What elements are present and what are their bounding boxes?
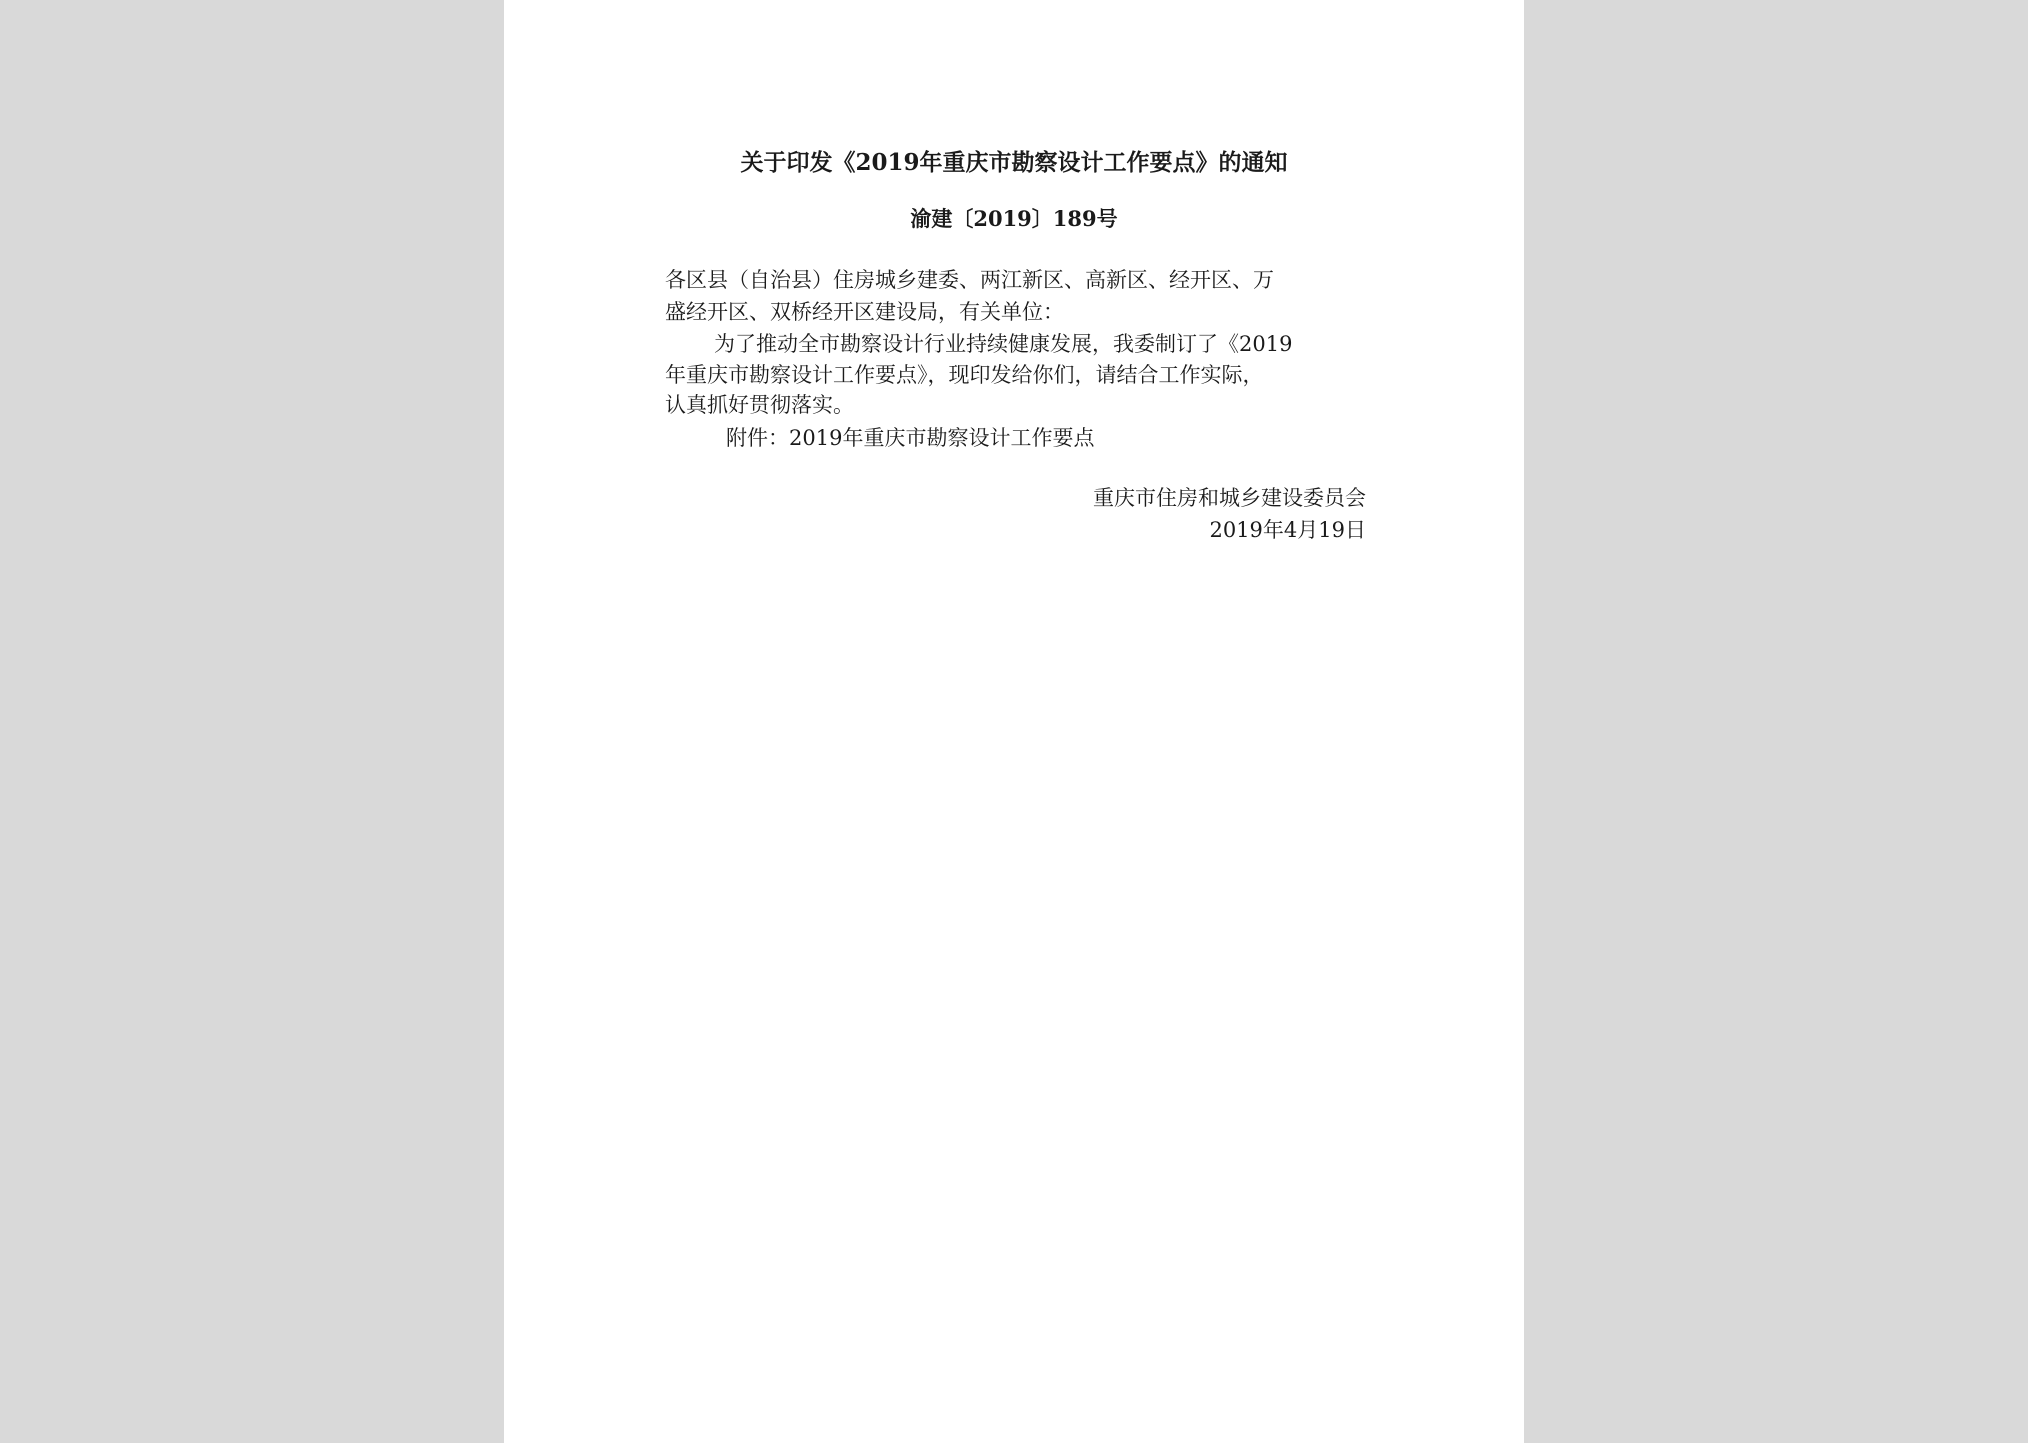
body-line-paragraph-2: 年重庆市勘察设计工作要点》，现印发给你们，请结合工作实际， — [665, 363, 1264, 387]
signature-date: 2019年4月19日 — [1209, 518, 1366, 542]
attachment-line: 附件：2019年重庆市勘察设计工作要点 — [726, 426, 1095, 450]
body-line-paragraph-3: 认真抓好贯彻落实。 — [665, 393, 854, 417]
document-number: 渝建〔2019〕189号 — [910, 206, 1118, 231]
document-page — [504, 0, 1524, 1443]
body-line-paragraph-1: 为了推动全市勘察设计行业持续健康发展，我委制订了《2019 — [714, 332, 1293, 356]
signature-organization: 重庆市住房和城乡建设委员会 — [1093, 486, 1366, 510]
document-title: 关于印发《2019年重庆市勘察设计工作要点》的通知 — [740, 149, 1288, 176]
body-line-recipients-1: 各区县（自治县）住房城乡建委、两江新区、高新区、经开区、万 — [665, 268, 1274, 292]
body-line-recipients-2: 盛经开区、双桥经开区建设局，有关单位： — [665, 300, 1064, 324]
